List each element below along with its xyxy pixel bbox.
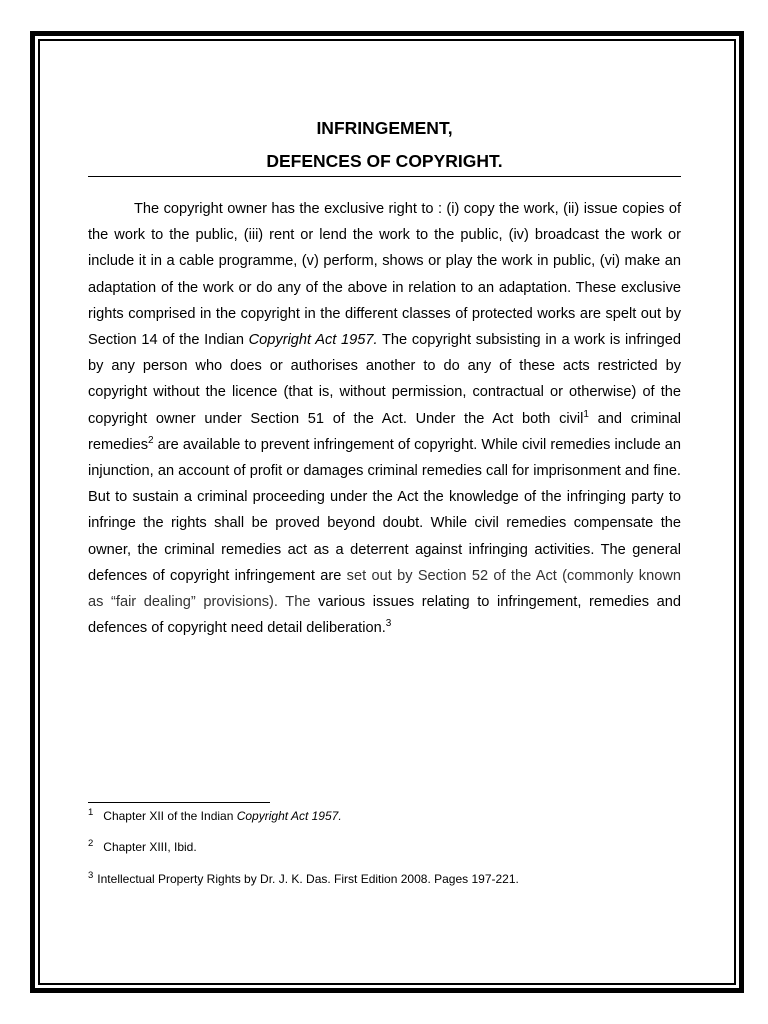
body-text-1: The copyright owner has the exclusive right to : (i) copy the work, (ii) issue copies of the work to the public, (iii) rent or lend the work to the public, (iv) broadcast the work or include it in a cable programme, (v) perform, shows or play the work in public, (vi) make an adaptation of the work or do any of the above in relation to an adaptation. These exclusive rights comprised in the copyright in the different classes of protected works are spelt out by Section 14 of the Indian: [88, 201, 681, 349]
footnote-text: Chapter XIII, Ibid.: [103, 840, 197, 854]
footnote-ref-2[interactable]: 2: [148, 434, 154, 446]
body-paragraph: [88, 196, 681, 641]
title-line-2: DEFENCES OF COPYRIGHT.: [266, 151, 503, 171]
footnote-italic: Copyright Act 1957.: [236, 809, 342, 823]
footnote-2: [88, 840, 197, 854]
footnote-text: Intellectual Property Rights by Dr. J. K. Das. First Edition 2008. Pages 197-221.: [97, 872, 519, 886]
act-name-italic: Copyright Act 1957.: [248, 332, 378, 349]
body-text-6: various issues relating to infringement, remedies and defences of copyright need detail deliberation.: [88, 594, 681, 637]
footnote-number: 3: [88, 870, 94, 881]
footnote-number: 1: [88, 807, 94, 818]
footnote-text: Chapter XII of the Indian: [103, 809, 237, 823]
body-text-5: set out by Section 52 of the Act (commonly known as “fair dealing” provisions). The: [88, 567, 681, 611]
footnote-number: 2: [88, 838, 94, 849]
body-text-4: are available to prevent infringement of copyright. While civil remedies include an injunction, an account of profit or damages criminal remedies call for imprisonment and fine. But to sustain a criminal proceeding under the Act the knowledge of the infringing party to infringe the rights shall be proved beyond doubt. While civil remedies compensate the owner, the criminal remedies act as a deterrent against infringing activities. The general defences of copyright infringement are: [88, 436, 681, 584]
body-text-3: and criminal remedies: [88, 410, 682, 453]
title-rule: [88, 176, 681, 177]
footnote-rule: [88, 802, 270, 803]
footnote-ref-1[interactable]: 1: [583, 408, 589, 420]
body-text-2: The copyright subsisting in a work is infringed by any person who does or authorises another to do any of these acts restricted by copyright without the licence (that is, without permission, contractual or otherwise) of the copyright owner under Section 51 of the Act. Under the Act both civil: [88, 332, 681, 427]
footnote-3: [88, 872, 519, 886]
footnote-1: [88, 809, 342, 823]
title-line-1: INFRINGEMENT,: [316, 118, 453, 138]
footnote-ref-3[interactable]: 3: [385, 618, 392, 630]
